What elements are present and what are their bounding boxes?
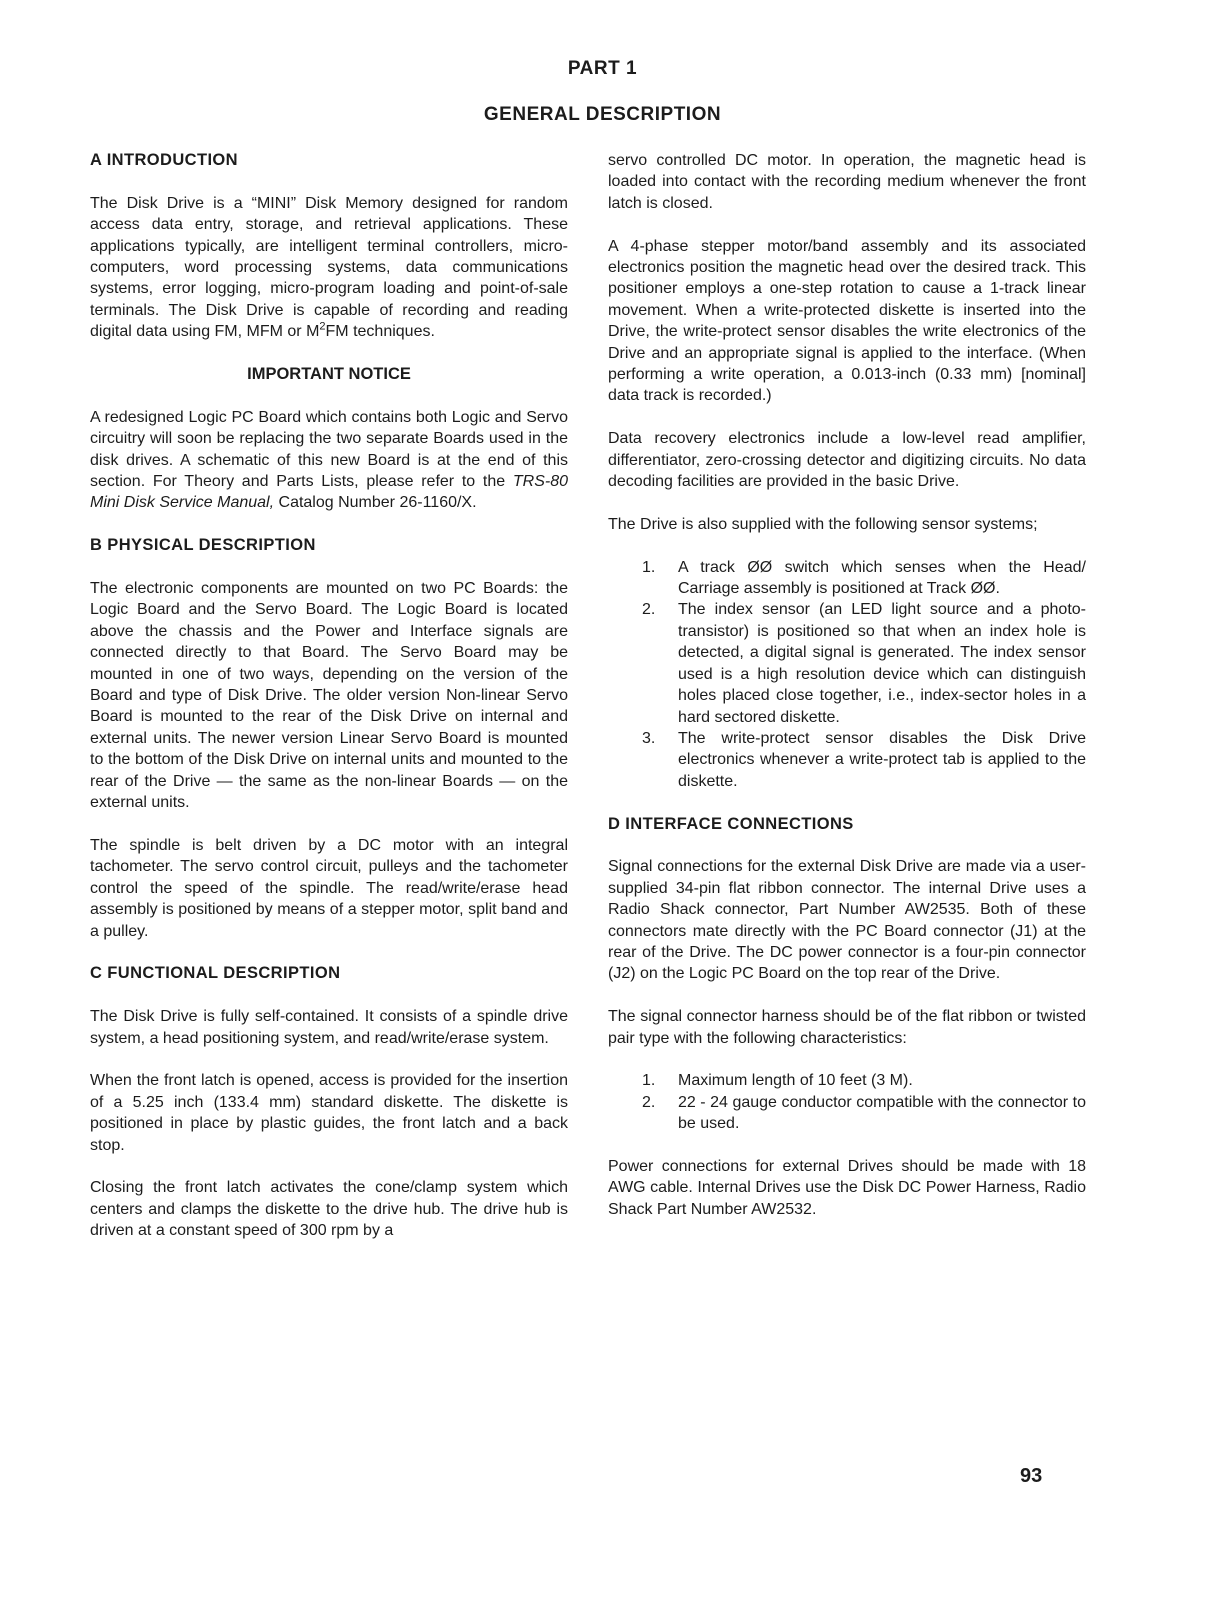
part-label: PART 1	[567, 58, 638, 79]
characteristics-list	[608, 1070, 1086, 1134]
list-text: The write-protect sensor disables the Disk Drive electronics whenever a write-protect tab is applied to the diskette.	[678, 729, 1086, 790]
notice-text: A redesigned Logic PC Board which contains both Logic and Servo circuitry will soon be replacing the two separate Boards used in the disk drives. A schematic of this new Board is at the end of this section. For Theory and Parts Lists, please refer to the	[90, 408, 568, 491]
functional-paragraph-1: The Disk Drive is fully self-contained. It consists of a spindle drive system, a head positioning system, and read/write/erase system.	[90, 1008, 568, 1047]
page-title: GENERAL DESCRIPTION	[483, 104, 722, 125]
right-column	[608, 150, 1086, 1242]
functional-description-heading: C FUNCTIONAL DESCRIPTION	[90, 964, 341, 983]
interface-connections-heading: D INTERFACE CONNECTIONS	[608, 814, 854, 833]
notice-text-end: Catalog Number 26-1160/X.	[274, 494, 477, 512]
interface-paragraph-1: Signal connections for the external Disk Drive are made via a user-supplied 34-pin flat ribbon connector. The internal Drive uses a Radio Shack connector, Part Number AW2535. Both of these connectors mate directly with the PC Board connector (J1) at the rear of the Drive. The DC power connector is a four-pin connector (J2) on the Logic PC Board on the top rear of the Drive.	[608, 858, 1086, 983]
introduction-paragraph	[90, 193, 568, 343]
list-number: 2.	[642, 601, 656, 619]
functional-paragraph-2: When the front latch is opened, access is provided for the insertion of a 5.25 inch (133.4 mm) standard diskette. The diskette is positioned in place by plastic guides, the front latch and a back stop.	[90, 1072, 568, 1154]
list-text: Maximum length of 10 feet (3 M).	[678, 1072, 913, 1090]
list-text: 22 - 24 gauge conductor compatible with the connector to be used.	[678, 1093, 1086, 1133]
list-text: The index sensor (an LED light source and a photo-transistor) is positioned so that when an index hole is detected, a digital signal is generated. The index sensor used is a high resolution device which can distinguish holes placed close together, i.e., index-sector holes in a hard sectored diskette.	[678, 601, 1086, 726]
functional-paragraph-3: Closing the front latch activates the cone/clamp system which centers and clamps the diskette to the drive hub. The drive hub is driven at a constant speed of 300 rpm by a	[90, 1179, 568, 1240]
power-paragraph: Power connections for external Drives should be made with 18 AWG cable. Internal Drives use the Disk DC Power Harness, Radio Shack Part Number AW2532.	[608, 1157, 1086, 1218]
introduction-text-end: FM techniques.	[325, 323, 435, 341]
physical-paragraph-2: The spindle is belt driven by a DC motor with an integral tachometer. The servo control circuit, pulleys and the tachometer control the speed of the spindle. The read/write/erase head assembly is positioned by means of a stepper motor, split band and a pulley.	[90, 836, 568, 940]
manual-title: TRS-80 Mini Disk Service Manual,	[90, 473, 568, 512]
physical-description-heading: B PHYSICAL DESCRIPTION	[90, 536, 316, 555]
list-item	[608, 557, 1086, 600]
list-item	[608, 599, 1086, 727]
superscript: 2	[319, 320, 326, 333]
servo-paragraph: servo controlled DC motor. In operation, the magnetic head is loaded into contact with the recording medium whenever the front latch is closed.	[608, 152, 1086, 212]
list-number: 2.	[642, 1093, 656, 1111]
physical-paragraph-1: The electronic components are mounted on two PC Boards: the Logic Board and the Servo Board. The Logic Board is located above the chassis and the Power and Interface signals are connected directly to that Board. The Servo Board may be mounted in one of two ways, depending on the version of the Board and type of Disk Drive. The older version Non-linear Servo Board is mounted to the rear of the Disk Drive on internal and external units. The newer version Linear Servo Board is mounted to the bottom of the Disk Drive on internal units and mounted to the rear of the Drive — the same as the non-linear Boards — on the external units.	[90, 580, 568, 812]
interface-paragraph-2: The signal connector harness should be of the flat ribbon or twisted pair type with the following characteristics:	[608, 1008, 1086, 1047]
introduction-heading: A INTRODUCTION	[90, 151, 238, 169]
important-notice-paragraph	[90, 407, 568, 514]
list-number: 1.	[642, 1072, 656, 1090]
sensor-list	[608, 557, 1086, 792]
left-column	[90, 150, 568, 1263]
important-notice-heading: IMPORTANT NOTICE	[247, 365, 411, 384]
stepper-paragraph: A 4-phase stepper motor/band assembly and its associated electronics position the magnetic head over the desired track. This positioner employs a one-step rotation to cause a 1-track linear movement. When a write-protected diskette is inserted into the Drive, the write-protect sensor disables the write electronics of the Drive and an appropriate signal is applied to the interface. (When performing a write operation, a 0.013-inch (0.33 mm) [nominal] data track is recorded.)	[608, 237, 1086, 405]
list-item	[608, 1092, 1086, 1135]
data-recovery-paragraph: Data recovery electronics include a low-level read amplifier, differentiator, zero-crossing detector and digitizing circuits. No data decoding facilities are provided in the basic Drive.	[608, 430, 1086, 491]
list-item	[608, 1070, 1086, 1091]
list-number: 3.	[642, 729, 656, 747]
sensor-intro-paragraph: The Drive is also supplied with the following sensor systems;	[608, 515, 1038, 533]
list-number: 1.	[642, 558, 656, 576]
list-text: A track ØØ switch which senses when the Head/ Carriage assembly is positioned at Track ØØ.	[678, 558, 1086, 598]
page-number: 93	[1020, 1465, 1043, 1487]
list-item	[608, 728, 1086, 792]
introduction-text: The Disk Drive is a “MINI” Disk Memory designed for random access data entry, storage, and retrieval applications. These applications typically, are intelligent terminal controllers, micro-computers, word processing systems, data communications systems, error logging, micro-program loading and point-of-sale terminals. The Disk Drive is capable of recording and reading digital data using FM, MFM or M	[90, 194, 568, 341]
